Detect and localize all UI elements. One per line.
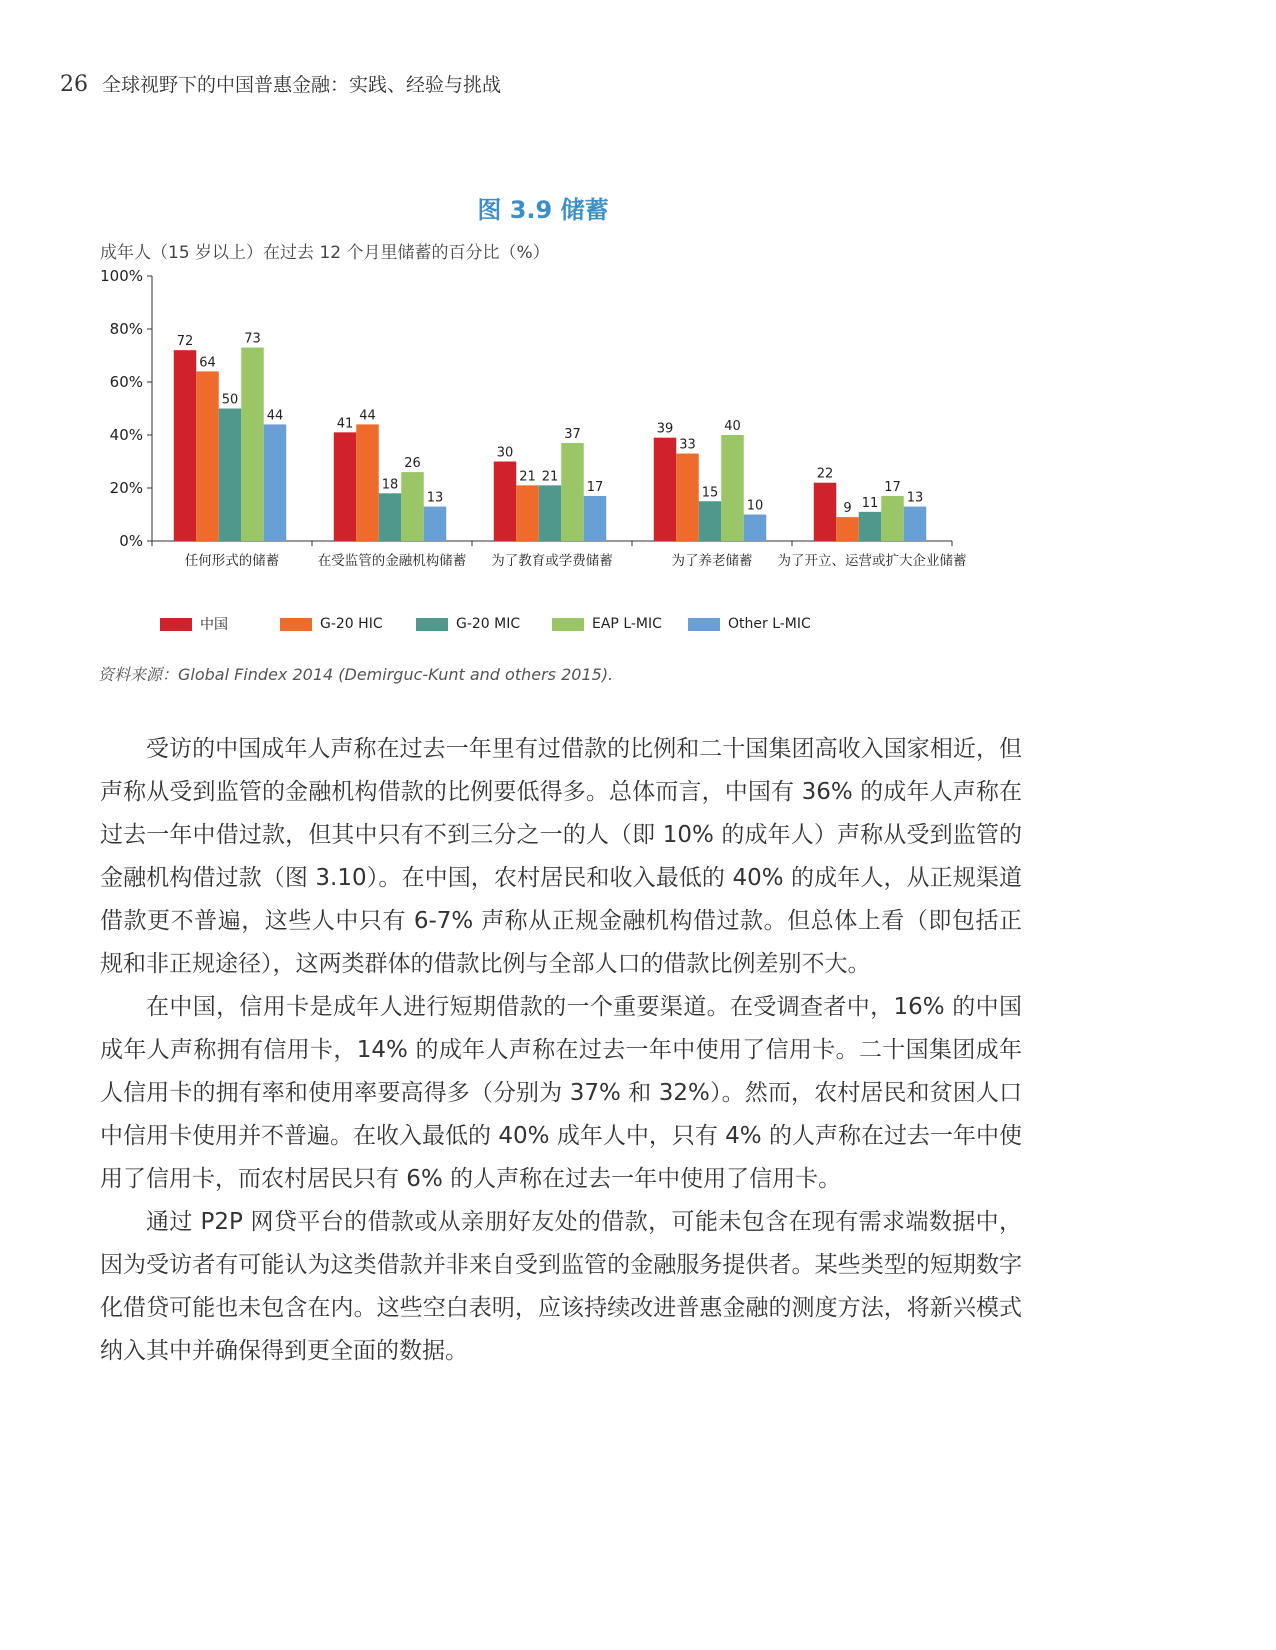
- data-label: 50: [221, 392, 239, 408]
- figure-source: 资料来源：Global Findex 2014 (Demirguc-Kunt and others 2015).: [98, 665, 614, 684]
- data-label: 21: [541, 469, 559, 485]
- bar: [881, 496, 904, 541]
- category-label: 为了教育或学费储蓄: [491, 553, 613, 569]
- category-label: 任何形式的储蓄: [184, 553, 280, 569]
- y-tick-label: 80%: [109, 320, 143, 338]
- legend-label: 中国: [200, 617, 228, 633]
- category-label: 在受监管的金融机构储蓄: [317, 553, 467, 569]
- bar: [561, 443, 584, 541]
- legend-item: [416, 614, 552, 634]
- bar: [174, 350, 197, 541]
- y-tick-label: 100%: [100, 268, 143, 285]
- data-label: 13: [906, 490, 924, 506]
- bar: [539, 485, 562, 541]
- bar: [699, 501, 722, 541]
- bar: [196, 371, 219, 541]
- data-label: 10: [746, 498, 764, 514]
- bar: [424, 507, 447, 541]
- category-label: 为了开立、运营或扩大企业储蓄: [777, 553, 967, 569]
- legend-label: Other L-MIC: [728, 616, 811, 632]
- data-label: 64: [199, 355, 216, 371]
- data-label: 39: [656, 421, 674, 437]
- bar: [379, 493, 402, 541]
- legend-item: [160, 614, 280, 634]
- running-head: [60, 70, 501, 97]
- data-label: 72: [176, 334, 194, 350]
- data-label: 15: [701, 485, 719, 501]
- bar: [584, 496, 607, 541]
- bar: [654, 438, 677, 541]
- data-label: 73: [244, 331, 261, 347]
- body-text: [100, 728, 1022, 1373]
- data-label: 9: [843, 501, 852, 517]
- figure-title: 图 3.9 储蓄: [477, 196, 609, 224]
- paragraph: 通过 P2P 网贷平台的借款或从亲朋好友处的借款，可能未包含在现有需求端数据中，因为受访者有可能认为这类借款并非来自受到监管的金融服务提供者。某些类型的短期数字化借贷可能也未包含在内。这些空白表明，应该持续改进普惠金融的测度方法，将新兴模式纳入其中并确保得到更全面的数据。: [100, 1209, 1022, 1364]
- category-label: 为了养老储蓄: [671, 553, 753, 569]
- data-label: 11: [861, 495, 879, 511]
- bar: [744, 515, 767, 542]
- bar: [814, 483, 837, 541]
- chart-legend: [160, 614, 824, 634]
- legend-swatch: [280, 618, 312, 631]
- y-tick-label: 20%: [109, 479, 143, 497]
- data-label: 33: [679, 437, 696, 453]
- data-label: 37: [564, 426, 581, 442]
- legend-swatch: [688, 618, 720, 631]
- legend-item: [688, 614, 824, 634]
- bar: [401, 472, 424, 541]
- data-label: 26: [404, 456, 421, 472]
- paragraph: 受访的中国成年人声称在过去一年里有过借款的比例和二十国集团高收入国家相近，但声称从受到监管的金融机构借款的比例要低得多。总体而言，中国有 36% 的成年人声称在过去一年中借过款，但其中只有不到三分之一的人（即 10% 的成年人）声称从受到监管的金融机构借过款（图 3.10）。在中国，农村居民和收入最低的 40% 的成年人，从正规渠道借款更不普遍，这些人中只有 6-7% 声称从正规金融机构借过款。但总体上看（即包括正规和非正规途径），这两类群体的借款比例与全部人口的借款比例差别不大。: [100, 736, 1022, 977]
- bar: [219, 409, 242, 542]
- legend-swatch: [160, 618, 192, 631]
- legend-label: G-20 MIC: [456, 616, 521, 632]
- legend-swatch: [552, 618, 584, 631]
- y-tick-label: 0%: [119, 532, 143, 550]
- bar: [516, 485, 539, 541]
- bar: [904, 507, 927, 541]
- data-label: 22: [816, 466, 834, 482]
- bar: [334, 432, 357, 541]
- data-label: 18: [381, 477, 399, 493]
- data-label: 21: [519, 469, 536, 485]
- legend-swatch: [416, 618, 448, 631]
- paragraph: 在中国，信用卡是成年人进行短期借款的一个重要渠道。在受调查者中，16% 的中国成年人声称拥有信用卡，14% 的成年人声称在过去一年中使用了信用卡。二十国集团成年人信用卡的拥有率和使用率要高得多（分别为 37% 和 32%）。然而，农村居民和贫困人口中信用卡使用并不普遍。在收入最低的 40% 成年人中，只有 4% 的人声称在过去一年中使用了信用卡，而农村居民只有 6% 的人声称在过去一年中使用了信用卡。: [100, 994, 1022, 1192]
- bar: [356, 424, 379, 541]
- book-title: 全球视野下的中国普惠金融：实践、经验与挑战: [102, 74, 502, 96]
- data-label: 40: [724, 419, 741, 434]
- bar: [494, 462, 517, 542]
- legend-item: [280, 614, 416, 634]
- y-tick-label: 40%: [109, 426, 143, 444]
- page-number: 26: [60, 72, 88, 97]
- bar: [241, 348, 264, 541]
- bar: [859, 512, 882, 541]
- legend-item: [552, 614, 688, 634]
- data-label: 41: [336, 416, 354, 432]
- bar: [836, 517, 859, 541]
- data-label: 13: [426, 490, 444, 506]
- legend-label: G-20 HIC: [320, 616, 383, 632]
- legend-label: EAP L-MIC: [592, 616, 662, 632]
- figure-subtitle: 成年人（15 岁以上）在过去 12 个月里储蓄的百分比（%）: [100, 243, 550, 263]
- data-label: 17: [884, 479, 901, 495]
- y-tick-label: 60%: [109, 373, 143, 391]
- data-label: 44: [359, 408, 376, 424]
- bar: [676, 454, 699, 541]
- bar-chart: [90, 268, 970, 578]
- bar: [721, 435, 744, 541]
- data-label: 30: [496, 445, 514, 461]
- data-label: 44: [266, 408, 284, 424]
- data-label: 17: [586, 479, 604, 495]
- bar: [264, 424, 287, 541]
